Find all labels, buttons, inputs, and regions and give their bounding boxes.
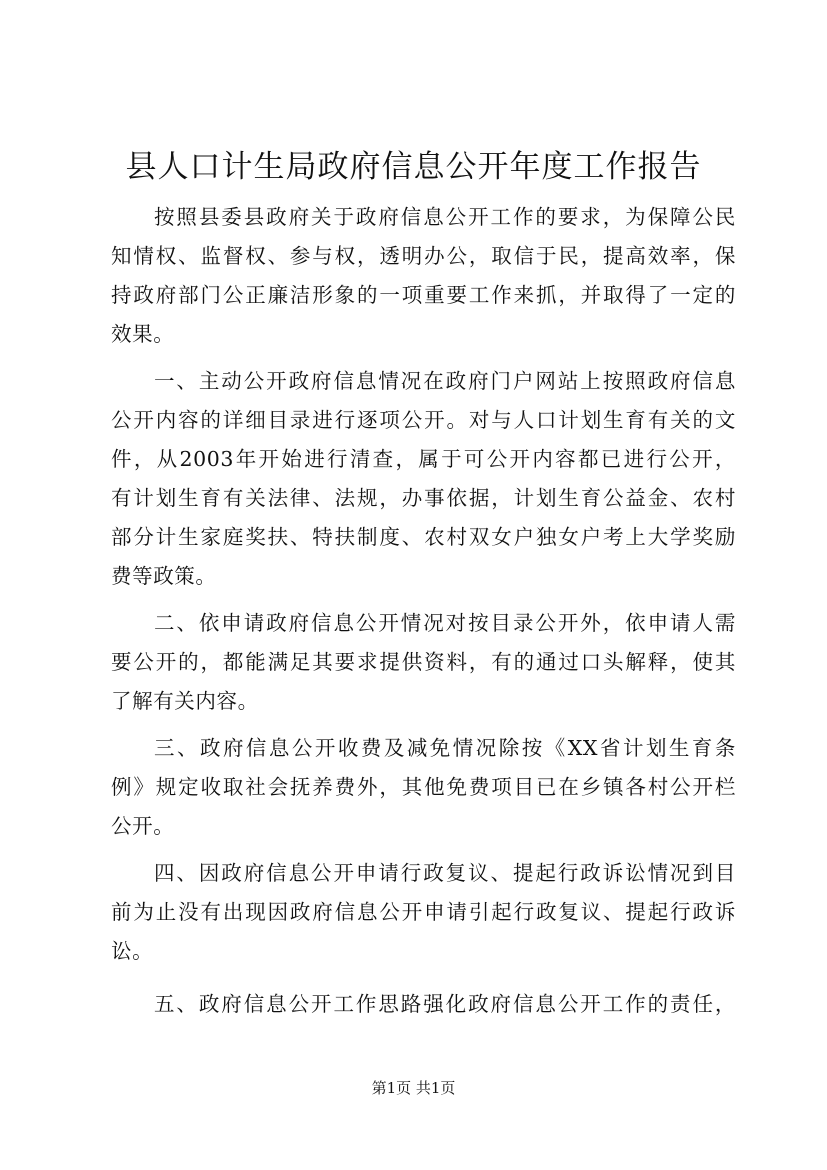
body-line: 效果。: [111, 322, 175, 346]
body-line: 有计划生育有关法律、法规，办事依据，计划生育公益金、农村: [111, 486, 736, 510]
body-line: 按照县委县政府关于政府信息公开工作的要求，为保障公民: [154, 205, 736, 229]
body-line: 二、依申请政府信息公开情况对按目录公开外，依申请人需: [154, 611, 736, 635]
body-line: 三、政府信息公开收费及减免情况除按《XX省计划生育条: [154, 736, 736, 760]
body-line: 五、政府信息公开工作思路强化政府信息公开工作的责任，: [154, 992, 736, 1016]
body-line: 前为止没有出现因政府信息公开申请引起行政复议、提起行政诉: [111, 900, 736, 924]
body-line: 讼。: [111, 939, 154, 963]
body-line: 公开内容的详细目录进行逐项公开。对与人口计划生育有关的文: [111, 408, 736, 432]
body-line: 一、主动公开政府信息情况在政府门户网站上按照政府信息: [154, 369, 736, 393]
body-line: 持政府部门公正廉洁形象的一项重要工作来抓，并取得了一定的: [111, 283, 736, 307]
page-footer: 第1页 共1页: [371, 1079, 456, 1097]
body-line: 知情权、监督权、参与权，透明办公，取信于民，提高效率，保: [111, 244, 736, 268]
body-line: 了解有关内容。: [111, 689, 259, 713]
body-line: 费等政策。: [111, 564, 217, 588]
body-line: 公开。: [111, 814, 175, 838]
body-line: 件，从2003年开始进行清查，属于可公开内容都已进行公开，: [111, 447, 736, 471]
body-line: 四、因政府信息公开申请行政复议、提起行政诉讼情况到目: [154, 861, 736, 885]
body-line: 例》规定收取社会抚养费外，其他免费项目已在乡镇各村公开栏: [111, 775, 736, 799]
body-line: 要公开的，都能满足其要求提供资料，有的通过口头解释，使其: [111, 650, 736, 674]
page-title: 县人口计生局政府信息公开年度工作报告: [125, 149, 702, 185]
body-line: 部分计生家庭奖扶、特扶制度、农村双女户独女户考上大学奖励: [111, 525, 736, 549]
